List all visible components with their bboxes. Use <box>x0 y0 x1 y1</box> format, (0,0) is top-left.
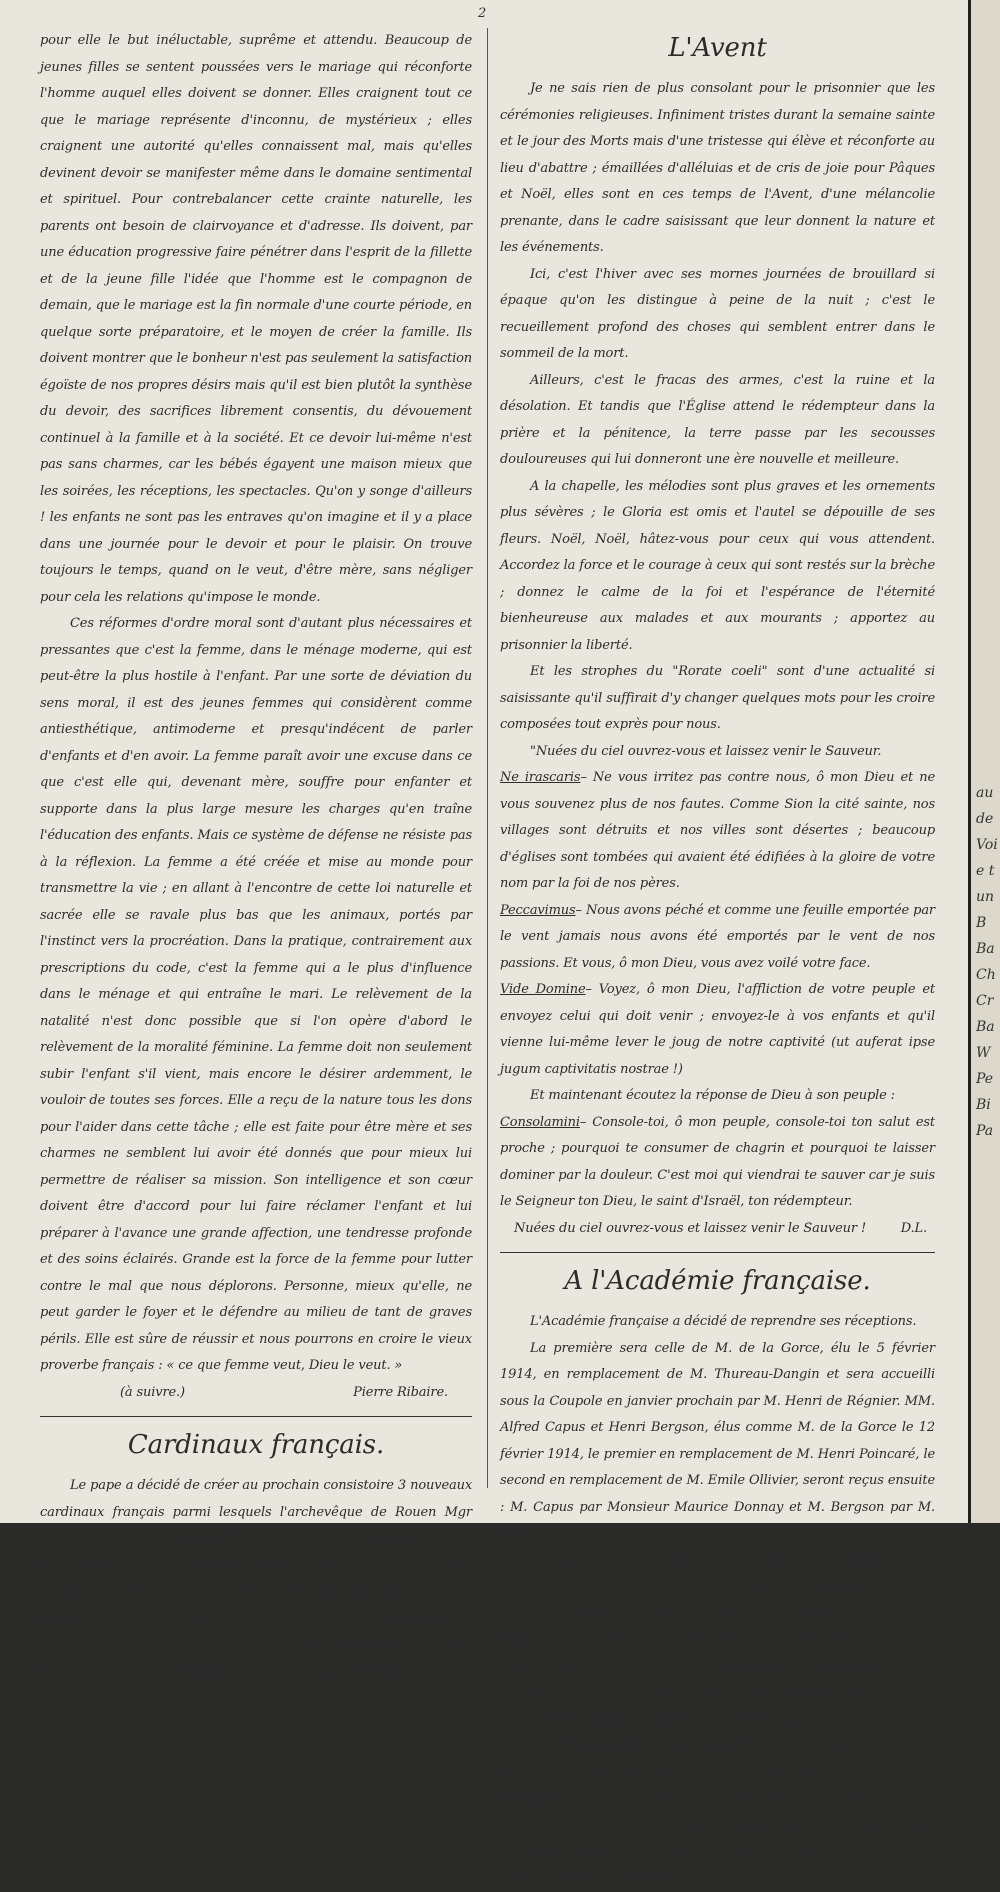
fragment-text: un <box>976 884 1000 910</box>
adjacent-page-fragments <box>976 780 1000 1144</box>
advent-footer <box>500 1216 935 1243</box>
left-column <box>40 28 472 1685</box>
fragment-text: Pe <box>976 1066 1000 1092</box>
fragment-text: Cr <box>976 988 1000 1014</box>
academy-paragraph: La première sera celle de M. de la Gorce, élu le 5 février 1914, en remplacement de M. Thureau-Dangin et sera accueilli sous la Coupole en janvier prochain par M. Henri de Régnier. MM. Alfred Capus et Henri Bergson, élus comme M. de la Gorce le 12 février 1914, le premier en remplacement de M. Henri Poincaré, le second en remplacement de M. Emile Ollivier, seront reçus ensuite : M. Capus par Monsieur Maurice Donnay et M. Bergson par M. René Doumic. <box>500 1336 935 1548</box>
fragment-text: de <box>976 806 1000 832</box>
stanza-latin: Vide Domine <box>500 982 586 997</box>
article-footer <box>40 1380 472 1407</box>
fragment-text: au <box>976 780 1000 806</box>
stanza-text: – Voyez, ô mon Dieu, l'affliction de votre peuple et envoyez celui qui doit venir ; envoyez-le à vos enfants et qu'il vienne lui-même lever le joug de notre captivité (ut auferat ipse jugum captivitatis nostrae !) <box>500 982 935 1077</box>
hymn-intro: "Nuées du ciel ouvrez-vous et laissez venir le Sauveur. <box>500 739 935 766</box>
page-number: 2 <box>478 6 486 21</box>
closing-line: Nuées du ciel ouvrez-vous et laissez venir le Sauveur ! <box>514 1216 866 1243</box>
advent-paragraph: Ailleurs, c'est le fracas des armes, c'est la ruine et la désolation. Et tandis que l'Église attend le rédempteur dans la prière et la pénitence, la terre passe par les secousses douloureuses qui lui donneront une ère nouvelle et meilleure. <box>500 368 935 474</box>
section-divider <box>40 1416 472 1417</box>
advent-paragraph: A la chapelle, les mélodies sont plus graves et les ornements plus sévères ; le Gloria est omis et l'autel se dépouille de ses fleurs. Noël, Noël, hâtez-vous pour ceux qui vous attendent. Accordez la force et le courage à ceux qui sont restés sur la brèche ; donnez le calme de la foi et l'espérance de l'éternité bienheureuse aux malades et aux mourants ; apportez au prisonnier la liberté. <box>500 474 935 660</box>
article-paragraph: Ces réformes d'ordre moral sont d'autant plus nécessaires et pressantes que c'est la femme, dans le ménage moderne, qui est peut-être la plus hostile à l'enfant. Par une sorte de déviation du sens moral, il est des jeunes femmes qui considèrent comme antiesthétique, antimoderne et presqu'indécent de parler d'enfants et d'en avoir. La femme paraît avoir une excuse dans ce que c'est elle qui, devenant mère, souffre pour enfanter et supporte dans la plus large mesure les charges qu'en traîne l'éducation des enfants. Mais ce système de défense ne résiste pas à la réflexion. La femme a été créée et mise au monde pour transmettre la vie ; en allant à l'encontre de cette loi naturelle et sacrée elle se ravale plus bas que les animaux, portés par l'instinct vers la procréation. Dans la pratique, contrairement aux prescriptions du code, c'est la femme qui a le plus d'influence dans le ménage et qui entraîne le mari. Le relèvement de la natalité n'est donc possible que si l'on opère d'abord le relèvement de la moralité féminine. La femme doit non seulement subir l'enfant s'il vient, mais encore le désirer ardemment, le vouloir de toutes ses forces. Elle a reçu de la nature tous les dons pour l'aider dans cette tâche ; elle est faite pour être mère et ses charmes ne semblent lui avoir été donnés que pour mieux lui permettre de réaliser sa mission. Son intelligence et son cœur doivent être d'accord pour lui faire réclamer l'enfant et lui préparer à l'avance une grande affection, une tendresse profonde et des soins éclairés. Grande est la force de la femme pour lutter contre le mal que nous déplorons. Personne, mieux qu'elle, ne peut garder le foyer et le défendre au milieu de tant de graves périls. Elle est sûre de réussir et nous pourrons en croire le vieux proverbe français : « ce que femme veut, Dieu le veut. » <box>40 611 472 1380</box>
fragment-text: Voi <box>976 832 1000 858</box>
academy-heading: A l'Académie française. <box>500 1261 935 1301</box>
hymn-stanza <box>500 977 935 1083</box>
fragment-text: W <box>976 1040 1000 1066</box>
advent-paragraph: Et les strophes du "Rorate coeli" sont d'une actualité si saisissante qu'il suffirait d'y changer quelques mots pour les croire composées tout exprès pour nous. <box>500 659 935 739</box>
author-initials: D.L. <box>901 1216 927 1243</box>
fragment-text: Ba <box>976 936 1000 962</box>
hymn-stanza <box>500 765 935 898</box>
adjacent-page-edge <box>968 0 1000 1523</box>
fragment-text: Ch <box>976 962 1000 988</box>
stanza-text: – Ne vous irritez pas contre nous, ô mon Dieu et ne vous souvenez plus de nos fautes. Comme Sion la cité sainte, nos villages sont détruits et nos villes sont désertes ; beaucoup d'églises sont tombées qui avaient été édifiées à la gloire de votre nom par la foi de nos pères. <box>500 770 935 891</box>
stanza-text: – Console-toi, ô mon peuple, console-toi ton salut est proche ; pourquoi te consumer de chagrin et pourquoi te laisser dominer par la douleur. C'est moi qui viendrai te sauver car je suis le Seigneur ton Dieu, le saint d'Israël, ton rédempteur. <box>500 1115 935 1210</box>
advent-paragraph: Je ne sais rien de plus consolant pour le prisonnier que les cérémonies religieuses. Infiniment tristes durant la semaine sainte et le jour des Morts mais d'une tristesse qui élève et réconforte au lieu d'abattre ; émaillées d'alléluias et de cris de joie pour Pâques et Noël, elles sont en ces temps de l'Avent, d'une mélancolie prenante, dans le cadre saisissant que leur donnent la nature et les événements. <box>500 76 935 262</box>
fragment-text: Pa <box>976 1118 1000 1144</box>
fragment-text: Bi <box>976 1092 1000 1118</box>
cardinals-heading: Cardinaux français. <box>40 1425 472 1465</box>
to-follow-note: (à suivre.) <box>120 1380 185 1407</box>
hymn-stanza <box>500 1110 935 1216</box>
fragment-text: e t <box>976 858 1000 884</box>
article-paragraph: pour elle le but inéluctable, suprême et attendu. Beaucoup de jeunes filles se sentent poussées vers le mariage qui réconforte l'homme auquel elles doivent se donner. Elles craignent tout ce que le mariage représente d'inconnu, de mystérieux ; elles craignent une autorité qu'elles connaissent mal, mais qu'elles devinent devoir se manifester même dans le domaine sentimental et spirituel. Pour contrebalancer cette crainte naturelle, les parents ont besoin de clairvoyance et d'adresse. Ils doivent, par une éducation progressive faire pénétrer dans l'esprit de la fillette et de la jeune fille l'idée que l'homme est le compagnon de demain, que le mariage est la fin normale d'une courte période, en quelque sorte préparatoire, et le moyen de créer la famille. Ils doivent montrer que le bonheur n'est pas seulement la satisfaction égoïste de nos propres désirs mais qu'il est bien plutôt la synthèse du devoir, des sacrifices librement consentis, du dévouement continuel à la famille et à la société. Et ce devoir lui-même n'est pas sans charmes, car les bébés égayent une maison mieux que les soirées, les réceptions, les spectacles. Qu'on y songe d'ailleurs ! les enfants ne sont pas les entraves qu'on imagine et il y a place dans une journée pour le devoir et pour le plaisir. On trouve toujours le temps, quand on le veut, d'être mère, sans négliger pour cela les relations qu'impose le monde. <box>40 28 472 611</box>
author-signature: Pierre Ribaire. <box>353 1380 448 1407</box>
advent-heading: L'Avent <box>500 28 935 68</box>
right-column <box>500 28 935 1892</box>
stanza-latin: Consolamini <box>500 1115 580 1130</box>
fragment-text: B <box>976 910 1000 936</box>
fragment-text: Ba <box>976 1014 1000 1040</box>
academy-paragraph: L'Académie française a décidé de reprendre ses réceptions. <box>500 1309 935 1336</box>
cardinals-paragraph: Le pape a décidé de créer au prochain consistoire 3 nouveaux cardinaux français parmi lesquels l'archevêque de Rouen Mgr Dubois. En vertu d'une vieille tradition la France a droit à 7 représentants dans le Sacré Collège mais il est rare qu'elle atteigne ce chiffre. Les nouvelles promotions vont porter à 8 le nombre des cardinaux français, un de plus que n'en possèdent les empires centraux réunis. Si la nomination de l'archevêque de Prague se confirme, le nombre sera égal de part et d'autre. <box>40 1473 472 1685</box>
hymn-stanza <box>500 898 935 978</box>
stanza-latin: Peccavimus <box>500 903 576 918</box>
advent-paragraph: Ici, c'est l'hiver avec ses mornes journées de brouillard si épaque qu'on les distingue à peine de la nuit ; c'est le recueillement profond des choses qui semblent entrer dans le sommeil de la mort. <box>500 262 935 368</box>
response-intro: Et maintenant écoutez la réponse de Dieu à son peuple : <box>500 1083 935 1110</box>
stanza-text: – Nous avons péché et comme une feuille emportée par le vent jamais nous avons été emportés par le vent de nos passions. Et vous, ô mon Dieu, vous avez voilé votre face. <box>500 903 935 971</box>
page-gutter <box>968 0 971 1523</box>
section-divider <box>500 1252 935 1253</box>
column-divider <box>487 28 488 1488</box>
academy-paragraph: Le général Lyautey, élu en 1912, en remplacement de M. Henry Houssaye, prononcera l'éloge de ce dernier dès que ses occupations au Maroc lui permettront de revenir en France et Monseigneur Duchesne répondra au discours de réception. L'Académie a élu M. Anatole France membre de sa commission du dictionnaire en remplacement de M. Emile Faguet. Cette commission comprend donc MM. Etienne Lamy, René Doumic, le comte d'Haussonville, Henri Lavedan, René Bazin et Anatole France. Enfin, la compagnie a dû tenir le jeudi 14 X bre sa séance publique annuelle de 1916. Le discours sur les prix de vertu, de dévouement et d'héroïsme a été prononcé par M. Ernest Lavisse, le rapport sur les prix littéraires a été présenté par M. Etienne Lamy, secrétaire perpétuel. <box>500 1548 935 1892</box>
stanza-latin: Ne irascaris <box>500 770 580 785</box>
